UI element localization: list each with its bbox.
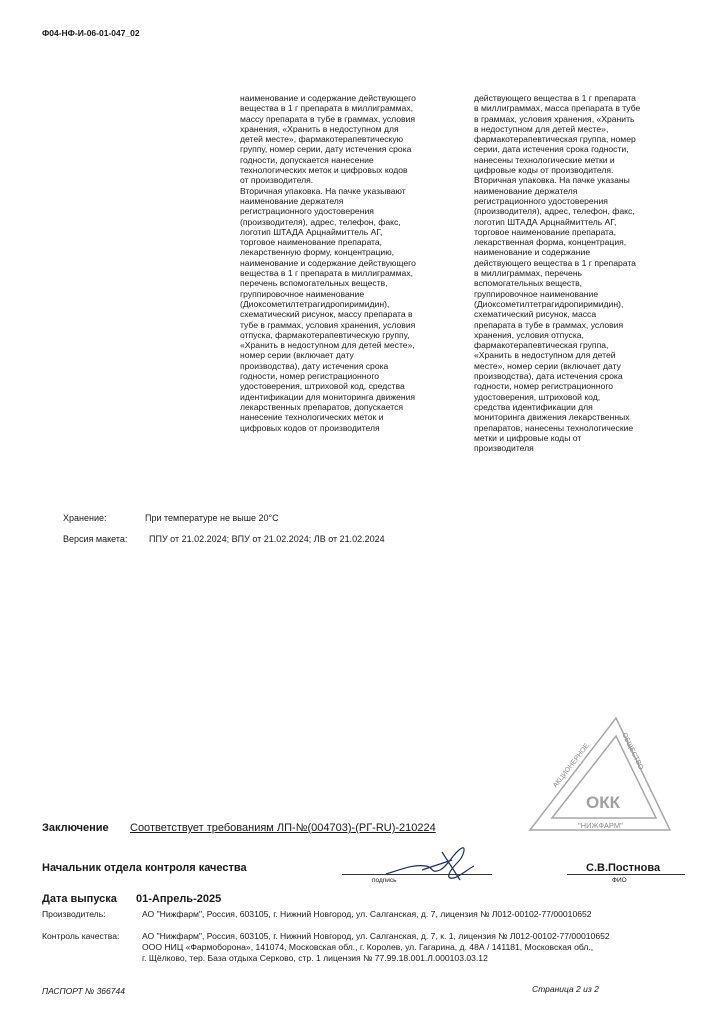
stamp-arc-right: ОБЩЕСТВО	[620, 731, 645, 772]
document-code: Ф04-НФ-И-06-01-047_02	[42, 28, 140, 38]
release-date-label: Дата выпуска	[42, 893, 117, 905]
conclusion-label: Заключение	[42, 822, 109, 834]
release-date-value: 01-Апрель-2025	[136, 893, 222, 905]
layout-version-row	[63, 534, 385, 544]
conclusion-row	[42, 822, 436, 834]
stamp-arc-left: АКЦИОНЕРНОЕ	[552, 742, 591, 790]
signature-image	[382, 840, 492, 884]
page-number: Страница 2 из 2	[532, 984, 599, 994]
signature-caption: подпись	[372, 877, 397, 884]
quality-control-label: Контроль качества:	[42, 931, 120, 941]
qc-head-name: С.В.Постнова	[586, 862, 661, 874]
fio-caption: ФИО	[612, 877, 627, 884]
producer-label: Производитель:	[42, 909, 106, 919]
release-date-row	[42, 893, 221, 905]
storage-label: Хранение:	[63, 513, 107, 523]
producer-value: АО "Нижфарм", Россия, 603105, г. Нижний Новгород, ул. Салганская, д. 7, лицензия № Л012-00102-77/00010652	[142, 909, 592, 919]
quality-control-value: АО "Нижфарм", Россия, 603105, г. Нижний Новгород, ул. Салганская, д. 7, к. 1, лицензия № Л012-00102-77/00010652 ООО НИЦ «Фармоборона», 141074, Московская обл., г. Королев, ул. Гагарина, д. 48А / 141181, Московская обл., г. Щёлково, тер. База отдыха Серково, стр. 1 лицензия № 77.99.18.001.Л.000103.03.12	[142, 931, 610, 963]
stamp-center-text: ОКК	[586, 793, 620, 812]
stamp-bottom-text: "НИЖФАРМ"	[578, 821, 623, 830]
storage-row	[63, 513, 279, 523]
stamp-triangle-outer	[530, 718, 670, 830]
signature-line	[342, 874, 492, 875]
qc-head-title: Начальник отдела контроля качества	[42, 862, 247, 874]
conclusion-value: Соответствует требованиям ЛП-№(004703)-(РГ-RU)-210224	[130, 822, 436, 834]
layout-version-label: Версия макета:	[63, 534, 128, 544]
packaging-text-left-column: наименование и содержание действующего вещества в 1 г препарата в миллиграммах, массу препарата в тубе в граммах, условия хранения, «Хранить в недоступном для детей месте», фармакотерапевтическую группу, номер серии, дату истечения срока годности, допускается нанесение технологических меток и цифровых кодов от производителя. Вторичная упаковка. На пачке указывают наименование держателя регистрационного удостоверения (производителя), адрес, телефон, факс, логотип ШТАДА Арцнаймиттель АГ, торговое наименование препарата, лекарственную форму, концентрацию, наименование и содержание действующего вещества в 1 г препарата в миллиграммах, перечень вспомогательных веществ, группировочное наименование (Диоксометилтетрагидропиримидин), схематический рисунок, массу препарата в тубе в граммах, условия хранения, условия отпуска, фармакотерапевтическую группу, «Хранить в недоступном для детей месте», номер серии (включает дату производства), дату истечения срока годности, номер регистрационного удостоверения, штриховой код, средства идентификации для мониторинга движения лекарственных препаратов, допускается нанесение технологических меток и цифровых кодов от производителя	[240, 93, 416, 433]
name-line	[567, 874, 685, 875]
storage-value: При температуре не выше 20°С	[145, 513, 279, 523]
packaging-text-right-column: действующего вещества в 1 г препарата в миллиграммах, масса препарата в тубе в граммах, условия хранения, «Хранить в недоступном для детей месте», фармакотерапевтическая группа, номер серии, дата истечения срока годности, нанесены технологические метки и цифровые коды от производителя. Вторичная упаковка. На пачке указаны наименование держателя регистрационного удостоверения (производителя), адрес, телефон, факс, логотип ШТАДА Арцнаймиттель АГ, торговое наименование препарата, лекарственная форма, концентрация, наименование и содержание действующего вещества в 1 г препарата в миллиграммах, перечень вспомогательных веществ, группировочное наименование (Диоксометилтетрагидропиримидин), схематический рисунок, масса препарата в тубе в граммах, условия хранения, условия отпуска, фармакотерапевтическая группа, «Хранить в недоступном для детей месте», номер серии (включает дату производства), дата истечения срока годности, номер регистрационного удостоверения, штриховой код, средства идентификации для мониторинга движения лекарственных препаратов, нанесены технологические метки и цифровые коды от производителя	[474, 93, 641, 454]
qc-head-row	[42, 862, 682, 890]
passport-number: ПАСПОРТ № 366744	[42, 986, 125, 996]
layout-version-value: ППУ от 21.02.2024; ВПУ от 21.02.2024; ЛВ от 21.02.2024	[149, 534, 385, 544]
qc-stamp	[524, 712, 674, 838]
